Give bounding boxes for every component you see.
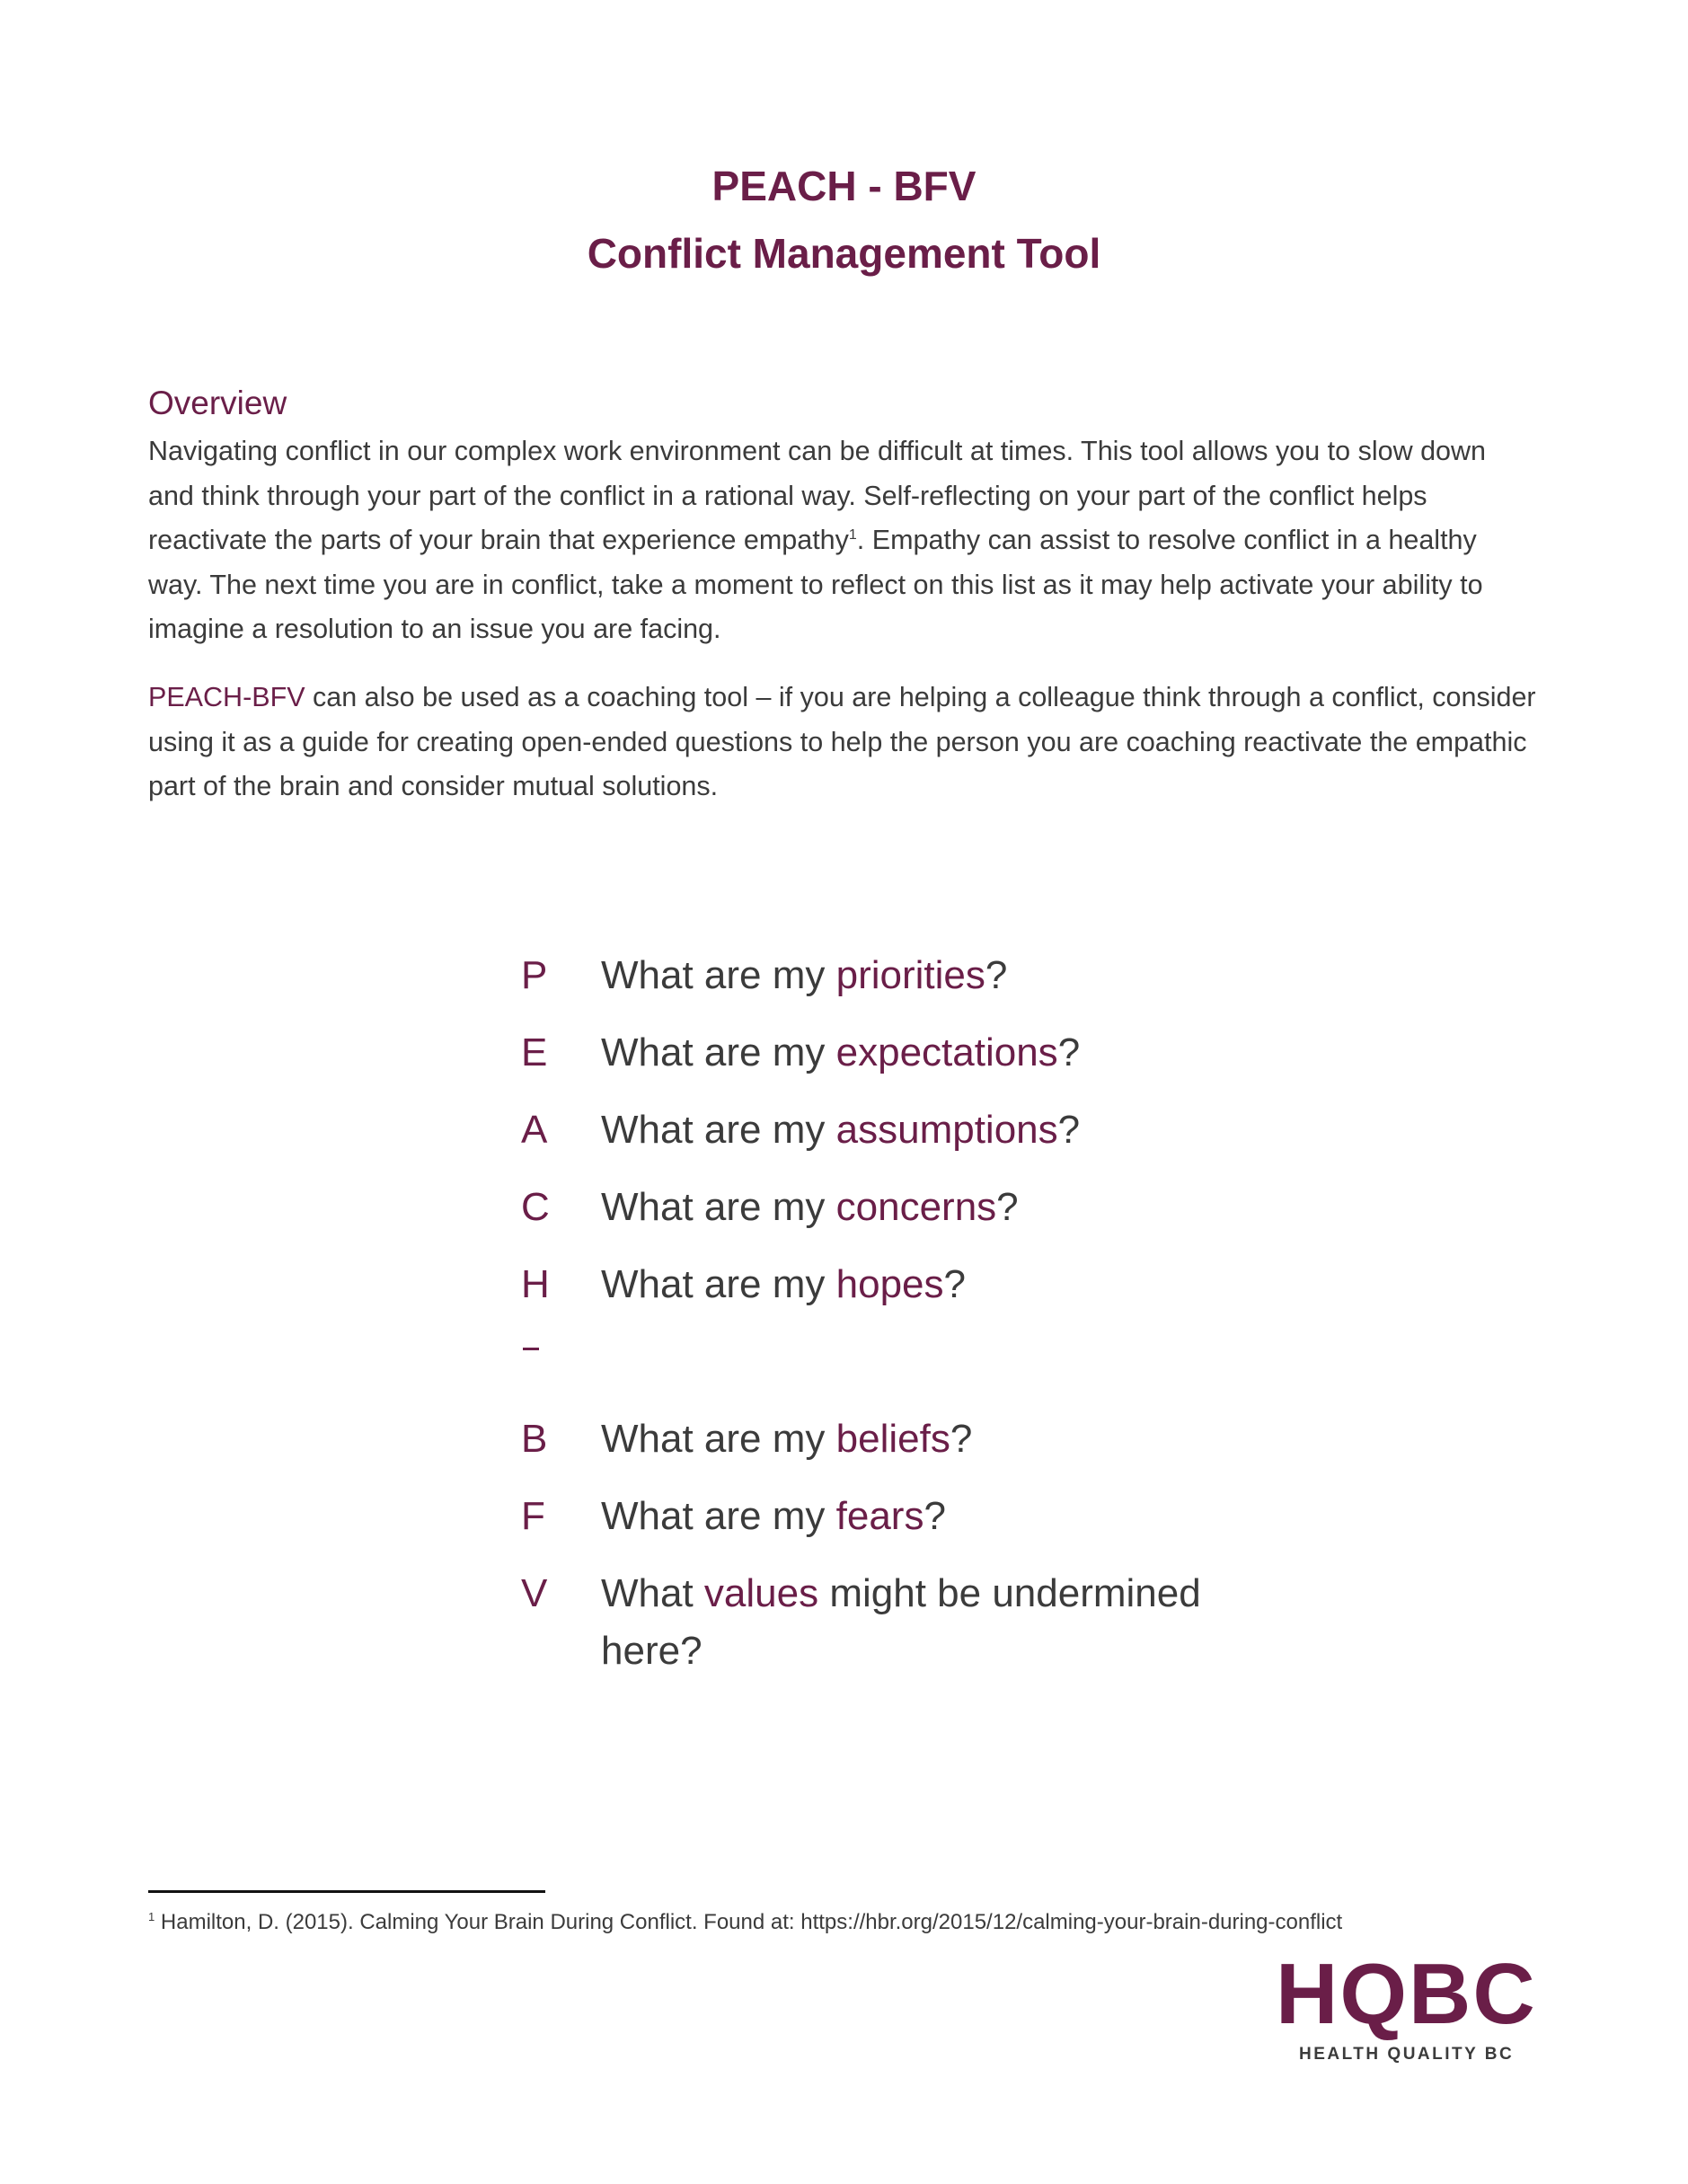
list-letter: P [521,953,548,997]
list-keyword: hopes [835,1262,944,1306]
list-keyword: expectations [835,1030,1058,1074]
peach-bfv-highlight: PEACH-BFV [148,682,305,712]
list-question: What are my concerns? [601,1185,1019,1229]
title-line-2: Conflict Management Tool [587,230,1101,277]
list-letter: F [521,1494,545,1538]
list-keyword: priorities [835,953,985,997]
list-question: What are my beliefs? [601,1417,973,1461]
list-keyword: fears [835,1494,924,1538]
list-keyword: concerns [835,1185,997,1229]
para2-text: can also be used as a coaching tool – if you are helping a colleague think through a conflict, consider using it as a guide for creating open-ended questions to help the person you are coaching reactivate the empathic part of the brain and consider mutual solutions. [148,682,1536,801]
title-line-1: PEACH - BFV [711,163,977,209]
overview-paragraph-2 [148,676,1536,809]
list-letter: V [521,1571,548,1615]
list-question: What are my expectations? [601,1030,1081,1074]
list-question: What values might be undermined here? [601,1571,1201,1673]
list-letter: E [521,1030,548,1074]
footnote-divider [148,1890,545,1893]
para1-text-b: . Empathy can assist to resolve conflict in a healthy way. The next time you are in conflict, take a moment to reflect on this list as it may help activate your ability to imagine a resolution to an issue you are facing. [148,525,1483,644]
list-letter: C [521,1185,550,1229]
hqbc-logo [1276,1946,1537,2075]
footnote-reference: 1 [848,526,857,543]
list-letter: A [521,1108,548,1152]
list-question: What are my assumptions? [601,1108,1081,1152]
document-title [0,153,1688,287]
list-separator-dash [523,1348,539,1350]
overview-heading: Overview [148,385,287,421]
list-letter: H [521,1262,550,1306]
list-keyword: values [703,1571,819,1615]
list-keyword: assumptions [835,1108,1058,1152]
footnote-text: Hamilton, D. (2015). Calming Your Brain During Conflict. Found at: https://hbr.org/2015/12/calming-your-brain-during-conflict [155,1910,1343,1934]
logo-subtitle: HEALTH QUALITY BC [1299,2045,1515,2064]
footnote-number: 1 [148,1910,155,1923]
list-question: What are my hopes? [601,1262,966,1306]
list-question: What are my fears? [601,1494,946,1538]
logo-wordmark: HQBC [1276,1946,1537,2042]
list-question: What are my priorities? [601,953,1008,997]
overview-paragraph-1 [148,429,1536,652]
list-letter: B [521,1417,548,1461]
footnote [148,1910,1342,1935]
list-keyword: beliefs [835,1417,950,1461]
para1-text-a: Navigating conflict in our complex work environment can be difficult at times. This tool allows you to slow down and think through your part of the conflict in a rational way. Self-reflecting on your part of the conflict helps reactivate the parts of your brain that experience empathy [148,436,1486,555]
